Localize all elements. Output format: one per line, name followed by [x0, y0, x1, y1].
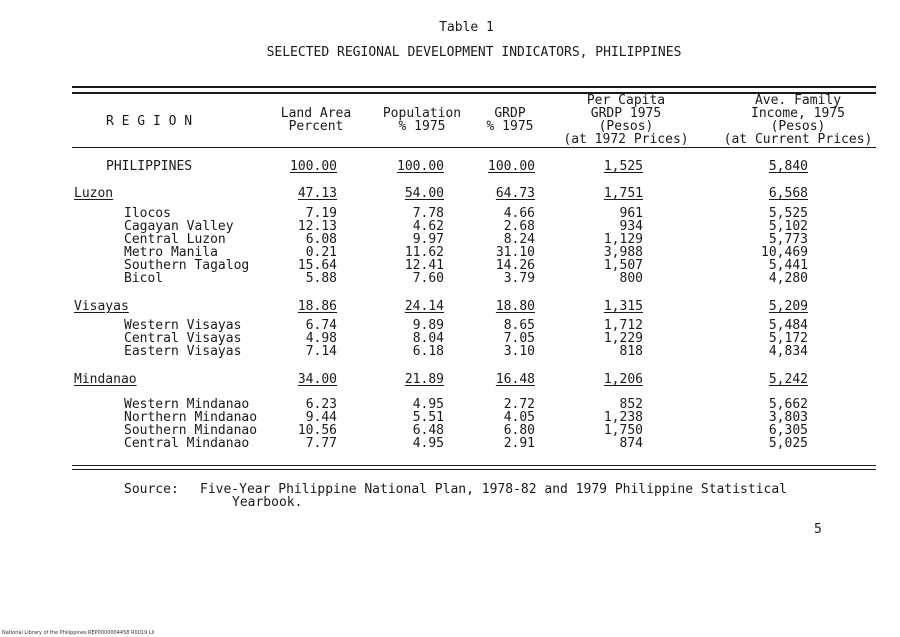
table-label: Table 1 [439, 20, 494, 35]
cell-grdp: 3.79 [503, 271, 535, 286]
cell-grdp: 31.10 [495, 245, 535, 260]
region-name: Western Mindanao [124, 397, 250, 412]
region-name: Southern Mindanao [124, 423, 258, 438]
region-name: Ilocos [124, 206, 171, 221]
header-family-income: Ave. Family Income, 1975 (Pesos) (at Current Prices) [723, 93, 873, 147]
region-name: Metro Manila [124, 245, 218, 260]
cell-land-area: 6.74 [305, 318, 337, 333]
cell-population: 8.04 [412, 331, 444, 346]
cell-land-area: 47.13 [297, 186, 337, 201]
cell-family-income: 5,172 [768, 331, 808, 346]
footer-text: National Library of the Philippines [2, 630, 87, 636]
cell-grdp: 7.05 [503, 331, 535, 346]
cell-family-income: 5,662 [768, 397, 808, 412]
cell-family-income: 5,525 [768, 206, 808, 221]
cell-population: 6.18 [412, 344, 444, 359]
cell-grdp: 18.80 [495, 299, 535, 314]
cell-population: 24.14 [404, 299, 444, 314]
cell-per-capita-grdp: 3,988 [603, 245, 643, 260]
cell-land-area: 6.23 [305, 397, 337, 412]
bottom-rule-inner [72, 469, 876, 470]
header-grdp: GRDP % 1975 [486, 106, 534, 134]
region-name: Northern Mindanao [124, 410, 258, 425]
cell-grdp: 6.80 [503, 423, 535, 438]
cell-land-area: 5.88 [305, 271, 337, 286]
cell-family-income: 5,242 [768, 372, 808, 387]
cell-land-area: 15.64 [297, 258, 337, 273]
cell-family-income: 5,484 [768, 318, 808, 333]
cell-population: 4.95 [412, 397, 444, 412]
cell-family-income: 5,025 [768, 436, 808, 451]
cell-per-capita-grdp: 1,229 [603, 331, 643, 346]
cell-land-area: 7.14 [305, 344, 337, 359]
header-rule [72, 147, 876, 148]
top-rule [72, 86, 876, 88]
cell-family-income: 5,773 [768, 232, 808, 247]
cell-land-area: 7.77 [305, 436, 337, 451]
cell-grdp: 2.72 [503, 397, 535, 412]
cell-population: 12.41 [404, 258, 444, 273]
region-name: Central Luzon [124, 232, 226, 247]
cell-grdp: 100.00 [488, 159, 535, 174]
cell-land-area: 4.98 [305, 331, 337, 346]
island-group-name: Visayas [74, 299, 129, 314]
cell-family-income: 5,102 [768, 219, 808, 234]
page-number: 5 [814, 522, 822, 537]
cell-grdp: 4.05 [503, 410, 535, 425]
cell-family-income: 6,305 [768, 423, 808, 438]
header-population: Population % 1975 [382, 106, 462, 134]
cell-grdp: 16.48 [495, 372, 535, 387]
cell-land-area: 34.00 [297, 372, 337, 387]
cell-per-capita-grdp: 1,712 [603, 318, 643, 333]
cell-population: 4.62 [412, 219, 444, 234]
cell-per-capita-grdp: 1,507 [603, 258, 643, 273]
cell-land-area: 7.19 [305, 206, 337, 221]
cell-grdp: 8.24 [503, 232, 535, 247]
cell-family-income: 5,209 [768, 299, 808, 314]
cell-land-area: 18.86 [297, 299, 337, 314]
cell-family-income: 4,280 [768, 271, 808, 286]
cell-per-capita-grdp: 1,525 [603, 159, 643, 174]
cell-population: 9.97 [412, 232, 444, 247]
source-line-2: Yearbook. [232, 495, 303, 510]
footer-code: REP0000004458 R0019 Lil [88, 630, 155, 636]
cell-population: 7.60 [412, 271, 444, 286]
cell-population: 54.00 [404, 186, 444, 201]
header-region: R E G I O N [106, 114, 193, 129]
cell-grdp: 14.26 [495, 258, 535, 273]
region-name: Central Visayas [124, 331, 242, 346]
cell-grdp: 4.66 [503, 206, 535, 221]
cell-per-capita-grdp: 1,206 [603, 372, 643, 387]
cell-land-area: 10.56 [297, 423, 337, 438]
cell-population: 11.62 [404, 245, 444, 260]
island-group-name: Mindanao [74, 372, 137, 387]
table-title: SELECTED REGIONAL DEVELOPMENT INDICATORS, PHILIPPINES [266, 45, 682, 60]
cell-family-income: 6,568 [768, 186, 808, 201]
cell-per-capita-grdp: 800 [619, 271, 643, 286]
cell-family-income: 5,441 [768, 258, 808, 273]
cell-per-capita-grdp: 934 [619, 219, 643, 234]
cell-family-income: 10,469 [761, 245, 808, 260]
cell-grdp: 2.68 [503, 219, 535, 234]
cell-grdp: 2.91 [503, 436, 535, 451]
region-name: Central Mindanao [124, 436, 250, 451]
cell-population: 21.89 [404, 372, 444, 387]
cell-grdp: 3.10 [503, 344, 535, 359]
cell-population: 100.00 [397, 159, 444, 174]
header-per-capita-grdp: Per Capita GRDP 1975 (Pesos) (at 1972 Prices) [563, 93, 689, 147]
bottom-rule [72, 465, 876, 466]
cell-per-capita-grdp: 1,238 [603, 410, 643, 425]
cell-population: 4.95 [412, 436, 444, 451]
cell-population: 5.51 [412, 410, 444, 425]
source-line-1: Five-Year Philippine National Plan, 1978-82 and 1979 Philippine Statistical [200, 482, 787, 497]
cell-per-capita-grdp: 1,750 [603, 423, 643, 438]
region-name: Western Visayas [124, 318, 242, 333]
header-land-area: Land Area Percent [280, 106, 352, 134]
cell-per-capita-grdp: 818 [619, 344, 643, 359]
source-label: Source: [124, 482, 179, 497]
cell-land-area: 100.00 [290, 159, 337, 174]
cell-per-capita-grdp: 1,751 [603, 186, 643, 201]
cell-land-area: 6.08 [305, 232, 337, 247]
cell-family-income: 4,834 [768, 344, 808, 359]
island-group-name: Luzon [74, 186, 114, 201]
cell-per-capita-grdp: 961 [619, 206, 643, 221]
cell-family-income: 3,803 [768, 410, 808, 425]
cell-population: 6.48 [412, 423, 444, 438]
cell-grdp: 64.73 [495, 186, 535, 201]
region-name: Southern Tagalog [124, 258, 250, 273]
cell-land-area: 0.21 [305, 245, 337, 260]
cell-population: 9.89 [412, 318, 444, 333]
cell-per-capita-grdp: 1,315 [603, 299, 643, 314]
cell-per-capita-grdp: 852 [619, 397, 643, 412]
region-name: Cagayan Valley [124, 219, 234, 234]
region-name: Eastern Visayas [124, 344, 242, 359]
total-name: PHILIPPINES [106, 159, 193, 174]
cell-population: 7.78 [412, 206, 444, 221]
cell-land-area: 12.13 [297, 219, 337, 234]
cell-grdp: 8.65 [503, 318, 535, 333]
cell-per-capita-grdp: 874 [619, 436, 643, 451]
region-name: Bicol [124, 271, 164, 286]
cell-land-area: 9.44 [305, 410, 337, 425]
cell-family-income: 5,840 [768, 159, 808, 174]
cell-per-capita-grdp: 1,129 [603, 232, 643, 247]
